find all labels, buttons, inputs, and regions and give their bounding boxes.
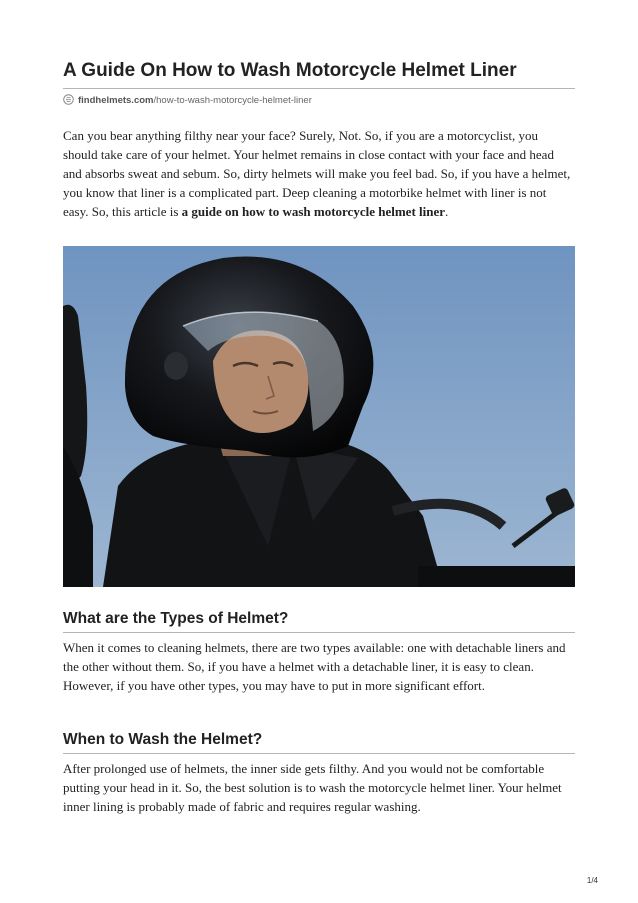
section-paragraph-helmet-types: When it comes to cleaning helmets, there are two types available: one with detachable liners and the other without them. So, if you have a helmet with a detachable liner, it is easy to clean. However, if you have other types, you may have to put in more significant effort.	[63, 640, 566, 693]
source-domain: findhelmets.com	[78, 95, 154, 106]
page-number: 1/4	[586, 876, 598, 885]
section-divider	[63, 632, 575, 633]
intro-bold-link: a guide on how to wash motorcycle helmet liner	[181, 204, 446, 219]
section-paragraph-when-to-wash: After prolonged use of helmets, the inner side gets filthy. And you would not be comfortable putting your head in it. So, the best solution is to wash the motorcycle helmet liner. Your helmet inner lining is probably made of fabric and requires regular washing.	[63, 761, 562, 814]
intro-paragraph: Can you bear anything filthy near your face? Surely, Not. So, if you are a motorcyclist, you should take care of your helmet. Your helmet remains in close contact with your face and head and absorbs sweat and sebum. So, dirty helmets will make you feel bad. So, if you have a helmet, you know that liner is a complicated part. Deep cleaning a motorbike helmet with liner is not easy. So, this article is a guide on how to wash motorcycle helmet liner.	[63, 128, 571, 219]
section-divider	[63, 753, 575, 754]
hero-image	[63, 246, 575, 587]
page-title: A Guide On How to Wash Motorcycle Helmet Liner	[63, 60, 517, 81]
section-heading-helmet-types: What are the Types of Helmet?	[63, 610, 289, 627]
section-heading-when-to-wash: When to Wash the Helmet?	[63, 731, 263, 748]
link-icon	[63, 94, 74, 108]
title-divider	[63, 88, 575, 89]
source-url[interactable]	[63, 94, 312, 107]
source-path: /how-to-wash-motorcycle-helmet-liner	[153, 95, 312, 106]
